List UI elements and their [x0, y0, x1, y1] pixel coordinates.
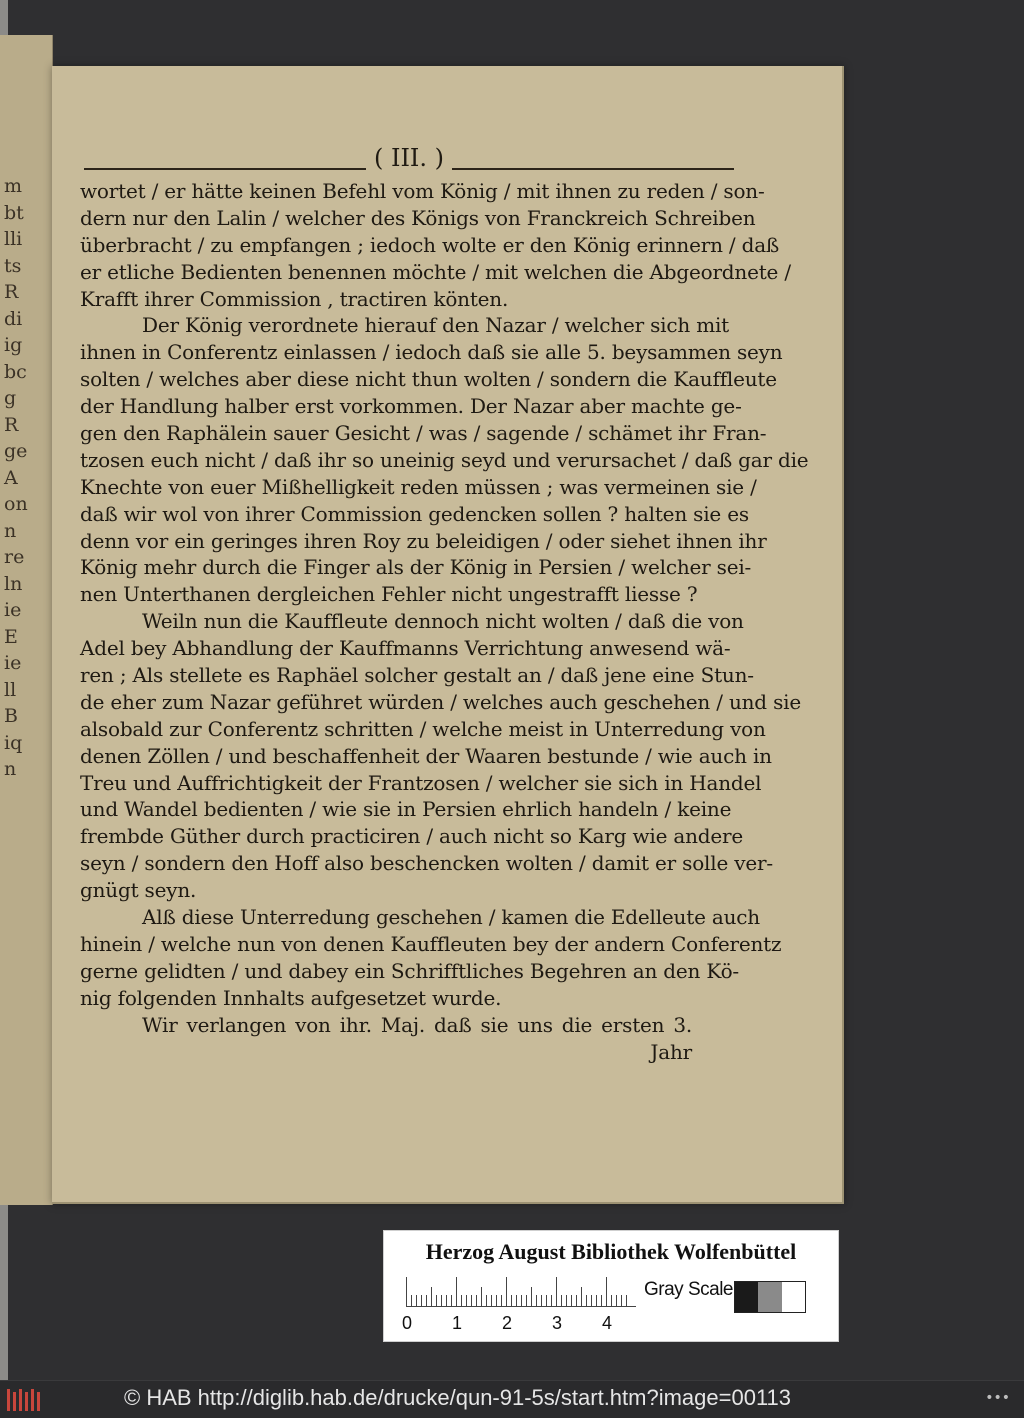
left-page-fragment: ie	[4, 652, 22, 674]
text-line: wortet / er hätte keinen Befehl vom König / mit ihnen zu reden / son-	[80, 179, 765, 203]
page-number: ( III. )	[366, 144, 452, 172]
left-page-fragment: n	[4, 519, 17, 542]
viewer-footer	[0, 1380, 1024, 1418]
hab-logo-icon	[6, 1387, 44, 1413]
left-page-fragment: n	[4, 758, 17, 780]
text-line: hinein / welche nun von denen Kauffleuten bey der andern Conferentz	[80, 931, 782, 956]
text-line: Krafft ihrer Commission , tractiren könten.	[80, 286, 509, 311]
ruler-tick	[566, 1295, 567, 1307]
book-page	[52, 66, 844, 1204]
text-line: er etliche Bedienten benennen möchte / mit welchen die Abgeordnete /	[80, 259, 791, 284]
text-line: daß wir wol von ihrer Commission gedencken sollen ? halten sie es	[80, 501, 749, 526]
gray-swatch	[758, 1282, 781, 1312]
ruler-tick	[541, 1295, 542, 1307]
ruler-number: 2	[502, 1313, 513, 1333]
text-line: nen Unterthanen dergleichen Fehler nicht ungestrafft liesse ?	[80, 582, 698, 607]
left-page-fragment: g	[4, 387, 17, 409]
ruler-tick	[621, 1295, 622, 1307]
ruler-tick	[611, 1295, 612, 1307]
color-calibration-bar	[383, 1230, 839, 1342]
text-line: Jahr	[650, 1039, 692, 1064]
ellipsis-icon[interactable]: •••	[985, 1390, 1010, 1406]
ruler-tick	[586, 1295, 587, 1307]
ruler-tick	[536, 1295, 537, 1307]
text-line: gen den Raphälein sauer Gesicht / was / sagende / schämet ihr Fran-	[80, 421, 767, 446]
gray-scale-label: Gray Scale	[644, 1279, 733, 1300]
left-page-fragment: E	[4, 625, 18, 648]
text-line: Adel bey Abhandlung der Kauffmanns Verrichtung anwesend wä-	[80, 636, 731, 661]
ruler-tick	[416, 1295, 417, 1307]
left-page-fragment: lli	[4, 228, 23, 250]
ruler-number: 4	[602, 1313, 613, 1333]
ruler-tick	[516, 1295, 517, 1307]
institution-name: Herzog August Bibliothek Wolfenbüttel	[425, 1239, 797, 1264]
ruler-number: 1	[452, 1313, 463, 1333]
ruler-tick	[546, 1295, 547, 1307]
text-line: überbracht / zu empfangen ; iedoch wolte er den König erinnern / daß	[80, 232, 780, 257]
left-page-fragment: bc	[4, 360, 27, 383]
ruler-tick	[471, 1295, 472, 1307]
ruler-tick	[486, 1295, 487, 1307]
ruler-tick	[551, 1295, 552, 1307]
ruler-tick	[526, 1295, 527, 1307]
ruler-tick	[616, 1295, 617, 1307]
ruler-tick	[561, 1295, 562, 1307]
ruler-tick	[446, 1295, 447, 1307]
text-line: Weiln nun die Kauffleute dennoch nicht wolten / daß die von	[142, 609, 744, 634]
text-line: alsobald zur Conferentz schritten / welche meist in Unterredung von	[80, 716, 766, 741]
left-page-fragment: on	[4, 493, 28, 515]
gray-swatch	[735, 1282, 758, 1312]
ruler-tick	[571, 1295, 572, 1307]
left-page-fragment: di	[4, 307, 23, 330]
text-line: Der König verordnete hierauf den Nazar / welcher sich mit	[142, 313, 730, 338]
text-line: König mehr durch die Finger als der König in Persien / welcher sei-	[80, 555, 752, 580]
text-line: Alß diese Unterredung geschehen / kamen die Edelleute auch	[142, 905, 760, 930]
left-page-fragment: ll	[4, 678, 17, 701]
ruler-tick	[431, 1287, 432, 1307]
ruler-tick	[481, 1287, 482, 1307]
text-line: solten / welches aber diese nicht thun wolten / sondern die Kauffleute	[80, 367, 777, 392]
text-line: gerne gelidten / und dabey ein Schrifftliches Begehren an den Kö-	[80, 958, 739, 983]
ruler-tick	[461, 1295, 462, 1307]
text-line: Wir verlangen von ihr. Maj. daß sie uns die ersten 3.	[142, 1012, 692, 1037]
text-line: de eher zum Nazar geführet würden / welches auch geschehen / und sie	[80, 689, 801, 714]
ruler-tick	[531, 1287, 532, 1307]
page-text	[80, 178, 809, 1065]
ruler-tick	[601, 1295, 602, 1307]
ruler-tick	[436, 1295, 437, 1307]
ruler-tick	[421, 1295, 422, 1307]
text-line: denn vor ein geringes ihren Roy zu beleidigen / oder siehet ihnen ihr	[80, 528, 767, 553]
text-line: tzosen euch nicht / daß ihr so uneinig seyd und verursachet / daß gar die	[80, 447, 809, 472]
ruler-tick	[491, 1295, 492, 1307]
page-header	[84, 144, 734, 174]
left-page-fragment: bt	[4, 201, 24, 224]
left-page-fragment: ge	[4, 440, 28, 462]
ruler-tick	[476, 1295, 477, 1307]
ruler-tick	[521, 1295, 522, 1307]
text-line: gnügt seyn.	[80, 878, 197, 903]
ruler-tick	[556, 1277, 557, 1307]
gray-swatch	[782, 1282, 805, 1312]
text-line: und Wandel bedienten / wie sie in Persien ehrlich handeln / keine	[80, 797, 732, 822]
left-page-edge	[0, 35, 53, 1205]
ruler-tick	[456, 1277, 457, 1307]
text-line: denen Zöllen / und beschaffenheit der Waaren bestunde / wie auch in	[80, 743, 772, 768]
left-page-fragment: R	[4, 413, 19, 436]
ruler-tick	[506, 1277, 507, 1307]
ruler-tick	[576, 1295, 577, 1307]
text-line: seyn / sondern den Hoff also beschencken wolten / damit er solle ver-	[80, 851, 773, 876]
text-line: ihnen in Conferentz einlassen / iedoch daß sie alle 5. beysammen seyn	[80, 340, 783, 365]
ruler-tick	[596, 1295, 597, 1307]
ruler-scale	[406, 1277, 636, 1307]
text-line: Treu und Auffrichtigkeit der Frantzosen / welcher sie sich in Handel	[80, 770, 762, 795]
copyright-link[interactable]: © HAB http://diglib.hab.de/drucke/qun-91-5s/start.htm?image=00113	[124, 1385, 792, 1410]
text-line: der Handlung halber erst vorkommen. Der Nazar aber machte ge-	[80, 394, 742, 419]
ruler-tick	[591, 1295, 592, 1307]
ruler-tick	[451, 1295, 452, 1307]
text-line: Knechte von euer Mißhelligkeit reden müssen ; was vermeinen sie /	[80, 474, 757, 499]
left-page-fragment: ts	[4, 254, 22, 277]
ruler-tick	[501, 1295, 502, 1307]
left-page-fragment: m	[4, 175, 23, 197]
text-line: dern nur den Lalin / welcher des Königs von Franckreich Schreiben	[80, 205, 756, 230]
ruler-number: 3	[552, 1313, 563, 1333]
ruler-tick	[411, 1295, 412, 1307]
left-page-fragment: R	[4, 281, 19, 303]
ruler-number: 0	[402, 1313, 413, 1333]
left-page-fragment: re	[4, 546, 25, 568]
ruler-tick	[466, 1295, 467, 1307]
ruler-tick	[441, 1295, 442, 1307]
ruler-tick	[496, 1295, 497, 1307]
ruler-tick	[511, 1295, 512, 1307]
ruler-tick	[606, 1277, 607, 1307]
ruler-tick	[406, 1277, 407, 1307]
left-page-fragment: ln	[4, 572, 23, 595]
left-page-fragment: A	[4, 466, 18, 489]
left-page-fragment: ie	[4, 599, 22, 621]
left-page-fragment: B	[4, 705, 18, 727]
text-line: ren ; Als stellete es Raphäel solcher gestalt an / daß jene eine Stun-	[80, 663, 754, 688]
ruler-tick	[426, 1295, 427, 1307]
left-page-fragment: iq	[4, 731, 23, 754]
text-line: frembde Güther durch practiciren / auch nicht so Karg wie andere	[80, 824, 744, 849]
gray-scale-swatches	[734, 1281, 806, 1313]
ruler-tick	[626, 1295, 627, 1307]
text-line: nig folgenden Innhalts aufgesetzet wurde.	[80, 985, 502, 1010]
ruler-tick	[581, 1287, 582, 1307]
left-page-fragment: ig	[4, 334, 23, 356]
